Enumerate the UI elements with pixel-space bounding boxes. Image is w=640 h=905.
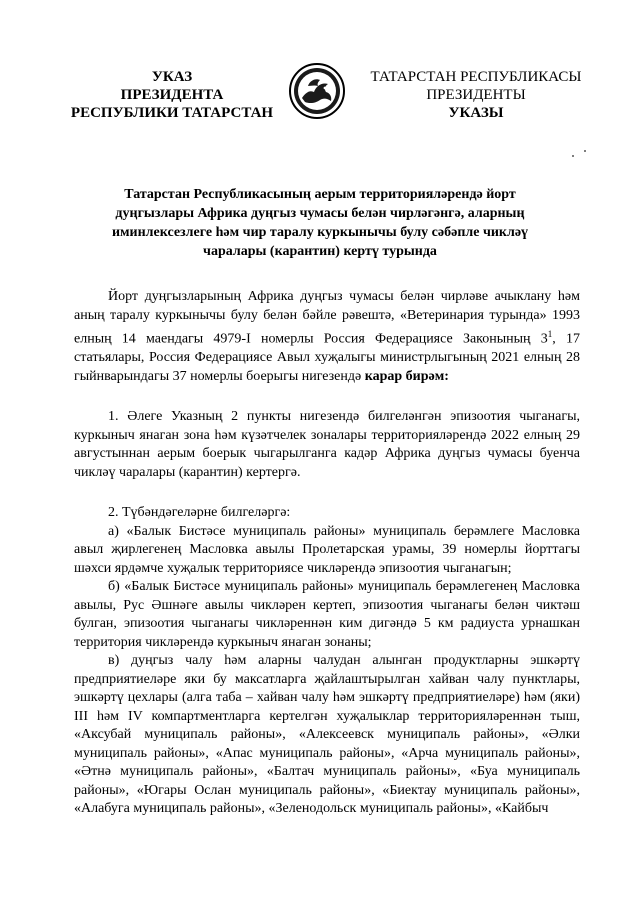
- item-2b: б) «Балык Бистәсе муниципаль районы» муниципаль берәмлегенең Масловка авылы, Рус Әшнәге авылы чикләрен кертеп, эпизоотия чыганагы белән чиктәш булган, эпизоотия чыганагы чикләреннән ким дигәндә 5 км радиуста урнашкан территория чикләрендә куркыныч янаган зонаны;: [74, 579, 580, 650]
- preamble-main: Йорт дуңгызларының Африка дуңгыз чумасы белән чирләве ачыклану һәм аның таралу куркынычы булу белән бәйле рәвештә, «Ветеринария турында» 1993 елның 14 маендагы 4979-I номерлы Россия Федерациясе Законының 3: [74, 289, 580, 347]
- scan-speck: [572, 155, 574, 157]
- header-right-line2: ПРЕЗИДЕНТЫ: [426, 87, 526, 103]
- preamble-superscript: 1: [547, 329, 553, 339]
- header-right-line1: ТАТАРСТАН РЕСПУБЛИКАСЫ: [370, 69, 582, 85]
- header-right-line3: УКАЗЫ: [448, 105, 504, 121]
- header-left-line2: ПРЕЗИДЕНТА: [120, 87, 224, 103]
- header-right-tatar: [360, 68, 592, 122]
- header-left-russian: [68, 68, 276, 122]
- header-left-line1: УКАЗ: [151, 69, 193, 85]
- tatarstan-emblem-icon: [288, 62, 346, 120]
- preamble-bold: карар бирәм:: [364, 368, 449, 384]
- scan-speck: [584, 150, 586, 152]
- item-2a: а) «Балык Бистәсе муниципаль районы» муниципаль берәмлеге Масловка авыл җирлегенең Масловка авылы Пролетарская урамы, 39 номерлы йорттагы шәхси ярдәмче хуҗалык территориясе чикләрендә эпизоотия чыганагын;: [74, 523, 580, 576]
- header-left-line3: РЕСПУБЛИКИ ТАТАРСТАН: [70, 105, 274, 121]
- preamble-paragraph: [74, 288, 580, 386]
- item-2: 2. Түбәндәгеләрне билгеләргә:: [108, 505, 291, 521]
- document-body: [74, 288, 580, 819]
- preamble-rest: , 17 статьялары, Россия Федерациясе Авыл хуҗалыгы министрлыгының 2021 елның 28 гыйнварындагы 37 номерлы боерыгы нигезендә: [74, 331, 581, 384]
- item-2c: в) дуңгыз чалу һәм аларны чалудан алынган продуктларны эшкәртү предприятиеләре яки бу максатларга җайлаштырылган хайван чалу пунктлары, эшкәртү цехлары (алга таба – хайван чалу һәм эшкәртү предприятиеләре) һәм (яки) III һәм IV компартментларга кертелгән хуҗалыклар территорияләреннән тыш, «Аксубай муниципаль районы», «Алексеевск муниципаль районы», «Әлки муниципаль районы», «Апас муниципаль районы», «Арча муниципаль районы», «Әтнә муниципаль районы», «Балтач муниципаль районы», «Буа муниципаль районы», «Югары Ослан муниципаль районы», «Биектау муниципаль районы», «Алабуга муниципаль районы», «Зеленодольск муниципаль районы», «Кайбыч: [74, 653, 580, 817]
- document-title: Татарстан Республикасының аерым территорияләрендә йорт дуңгызлары Африка дуңгыз чумасы белән чирләгәнгә, аларның иминлексезлеге һәм чир таралу куркынычы булу сәбәпле чикләү чаралары (карантин) кертү турында: [111, 187, 529, 259]
- item-1: 1. Әлеге Указның 2 пункты нигезендә билгеләнгән эпизоотия чыганагы, куркыныч янаган зона һәм күзәтчелек зоналары территорияләрендә 2022 елның 29 августыннан аерым боерык чыгарылганга кадәр Африка дуңгыз чумасы буенча чикләү чаралары (карантин) кертергә.: [74, 409, 580, 480]
